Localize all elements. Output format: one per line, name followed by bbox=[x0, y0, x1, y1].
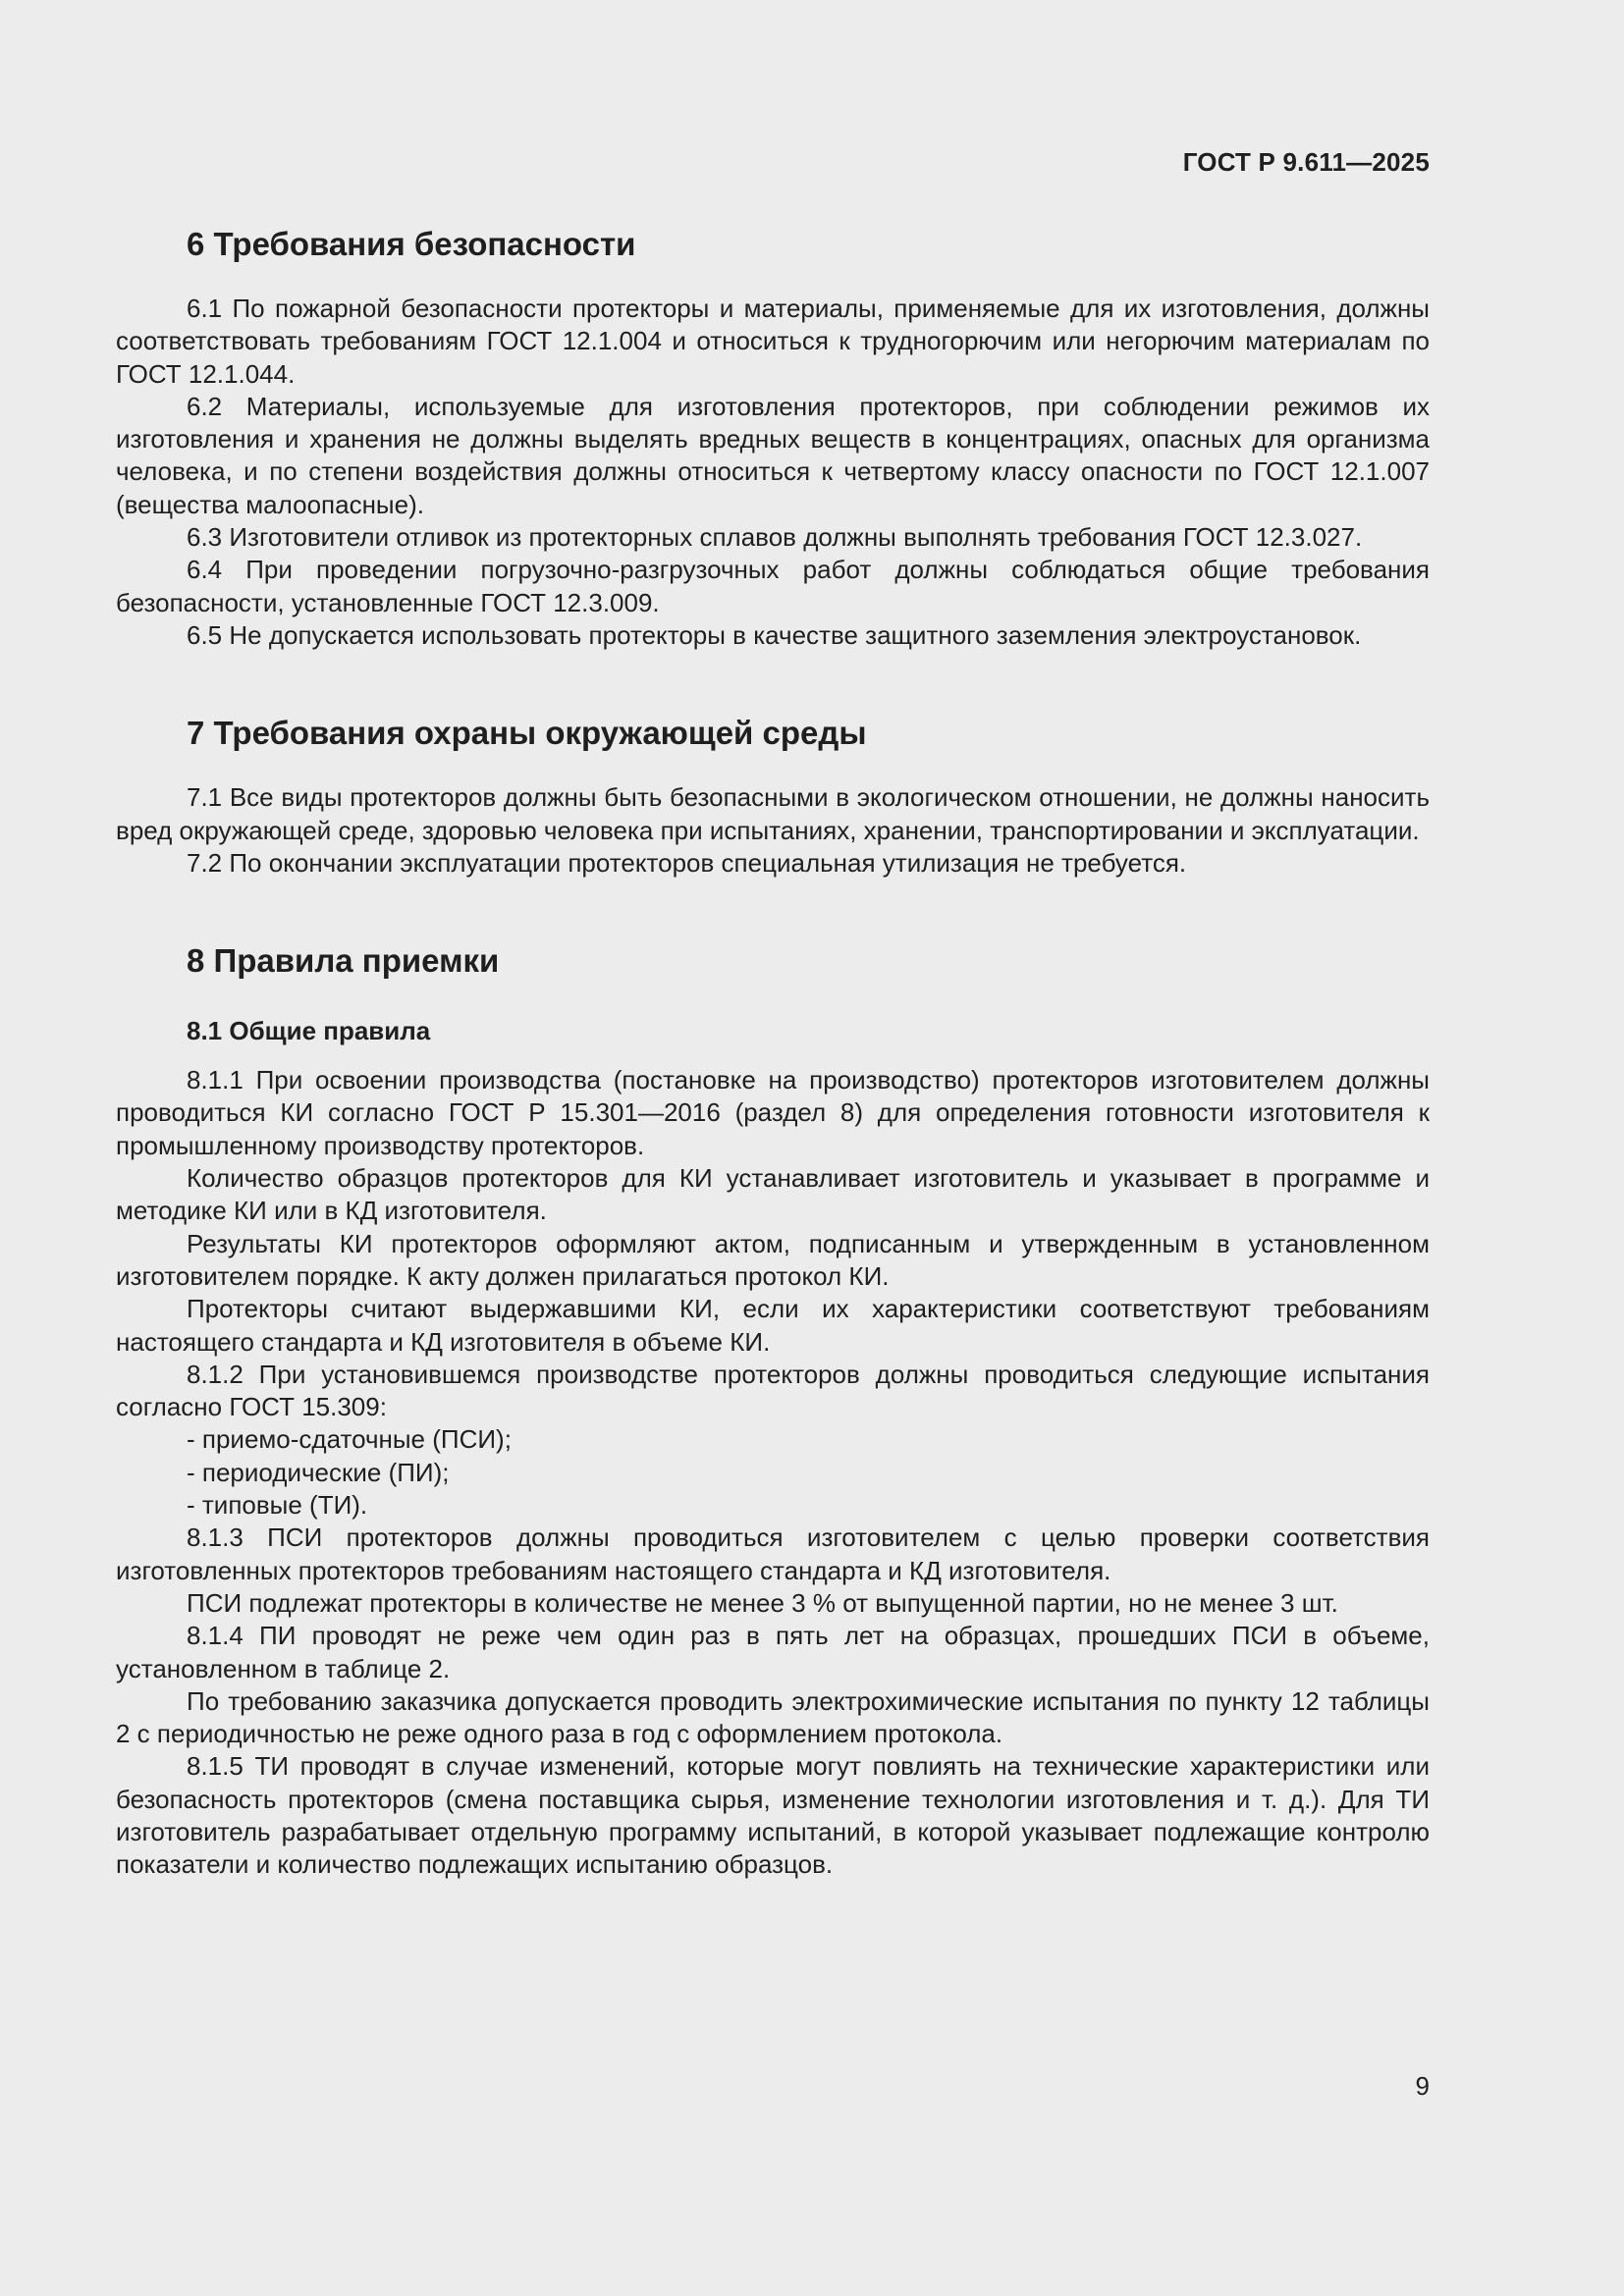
paragraph-8-1-5: 8.1.5 ТИ проводят в случае изменений, которые могут повлиять на технические характеристики или безопасность протекторов (смена поставщика сырья, изменение технологии изготовления и т. д.). Для ТИ изготовитель разрабатывает отдельную программу испытаний, в которой указывает подлежащие контролю показатели и количество подлежащих испытанию образцов. bbox=[116, 1751, 1430, 1880]
paragraph-ki-sample-count: Количество образцов протекторов для КИ устанавливает изготовитель и указывает в программе и методике КИ или в КД изготовителя. bbox=[116, 1163, 1430, 1226]
paragraph-7-2: 7.2 По окончании эксплуатации протекторов специальная утилизация не требуется. bbox=[187, 847, 1187, 878]
paragraph-6-4: 6.4 При проведении погрузочно-разгрузочных работ должны соблюдаться общие требования безопасности, установленные ГОСТ 12.3.009. bbox=[116, 555, 1430, 617]
list-item: - периодические (ПИ); bbox=[187, 1457, 450, 1487]
paragraph-customer-request: По требованию заказчика допускается проводить электрохимические испытания по пункту 12 таблицы 2 с периодичностью не реже одного раза в год с оформлением протокола. bbox=[116, 1685, 1430, 1749]
paragraph-6-3: 6.3 Изготовители отливок из протекторных сплавов должны выполнять требования ГОСТ 12.3.027. bbox=[187, 522, 1363, 553]
paragraph-8-1-1: 8.1.1 При освоении производства (постановке на производство) протекторов изготовителем должны проводиться КИ согласно ГОСТ Р 15.301—2016 (раздел 8) для определения готовности изготовителя к промышленному производству протекторов. bbox=[116, 1065, 1430, 1160]
list-item: - типовые (ТИ). bbox=[187, 1490, 368, 1521]
paragraph-6-5: 6.5 Не допускается использовать протекторы в качестве защитного заземления электроустановок. bbox=[187, 619, 1362, 650]
paragraph-8-1-3: 8.1.3 ПСИ протекторов должны проводиться изготовителем с целью проверки соответствия изготовленных протекторов требованиям настоящего стандарта и КД изготовителя. bbox=[116, 1522, 1430, 1585]
subsection-8-1-heading: 8.1 Общие правила bbox=[187, 1016, 431, 1046]
paragraph-8-1-4: 8.1.4 ПИ проводят не реже чем один раз в пять лет на образцах, прошедших ПСИ в объеме, установленном в таблице 2. bbox=[116, 1621, 1430, 1683]
paragraph-7-1: 7.1 Все виды протекторов должны быть безопасными в экологическом отношении, не должны наносить вред окружающей среде, здоровью человека при испытаниях, хранении, транспортировании и эксплуатации. bbox=[116, 782, 1430, 845]
paragraph-8-1-2: 8.1.2 При установившемся производстве протекторов должны проводиться следующие испытания согласно ГОСТ 15.309: bbox=[116, 1359, 1430, 1422]
section-6-heading: 6 Требования безопасности bbox=[187, 226, 636, 262]
list-item: - приемо-сдаточные (ПСИ); bbox=[187, 1424, 512, 1455]
paragraph-ki-passed: Протекторы считают выдержавшими КИ, если их характеристики соответствуют требованиям настоящего стандарта и КД изготовителя в объеме КИ. bbox=[116, 1294, 1430, 1357]
section-8-heading: 8 Правила приемки bbox=[187, 942, 500, 980]
paragraph-6-1: 6.1 По пожарной безопасности протекторы и материалы, применяемые для их изготовления, должны соответствовать требованиям ГОСТ 12.1.004 и относиться к трудногорючим или негорючим материалам по ГОСТ 12.1.044. bbox=[116, 294, 1430, 389]
paragraph-psi-quantity: ПСИ подлежат протекторы в количестве не менее 3 % от выпущенной партии, но не менее 3 шт. bbox=[187, 1587, 1338, 1618]
page-content bbox=[116, 218, 1430, 1882]
paragraph-6-2: 6.2 Материалы, используемые для изготовления протекторов, при соблюдении режимов их изготовления и хранения не должны выделять вредных веществ в концентрациях, опасных для организма человека, и по степени воздействия должны относиться к четвертому классу опасности по ГОСТ 12.1.007 (вещества малоопасные). bbox=[116, 391, 1430, 519]
document-id-header: ГОСТ Р 9.611—2025 bbox=[1182, 147, 1430, 177]
paragraph-ki-results: Результаты КИ протекторов оформляют актом, подписанным и утвержденным в установленном изготовителем порядке. К акту должен прилагаться протокол КИ. bbox=[116, 1228, 1430, 1291]
page-number: 9 bbox=[1415, 2071, 1430, 2101]
section-7-heading: 7 Требования охраны окружающей среды bbox=[187, 715, 867, 752]
